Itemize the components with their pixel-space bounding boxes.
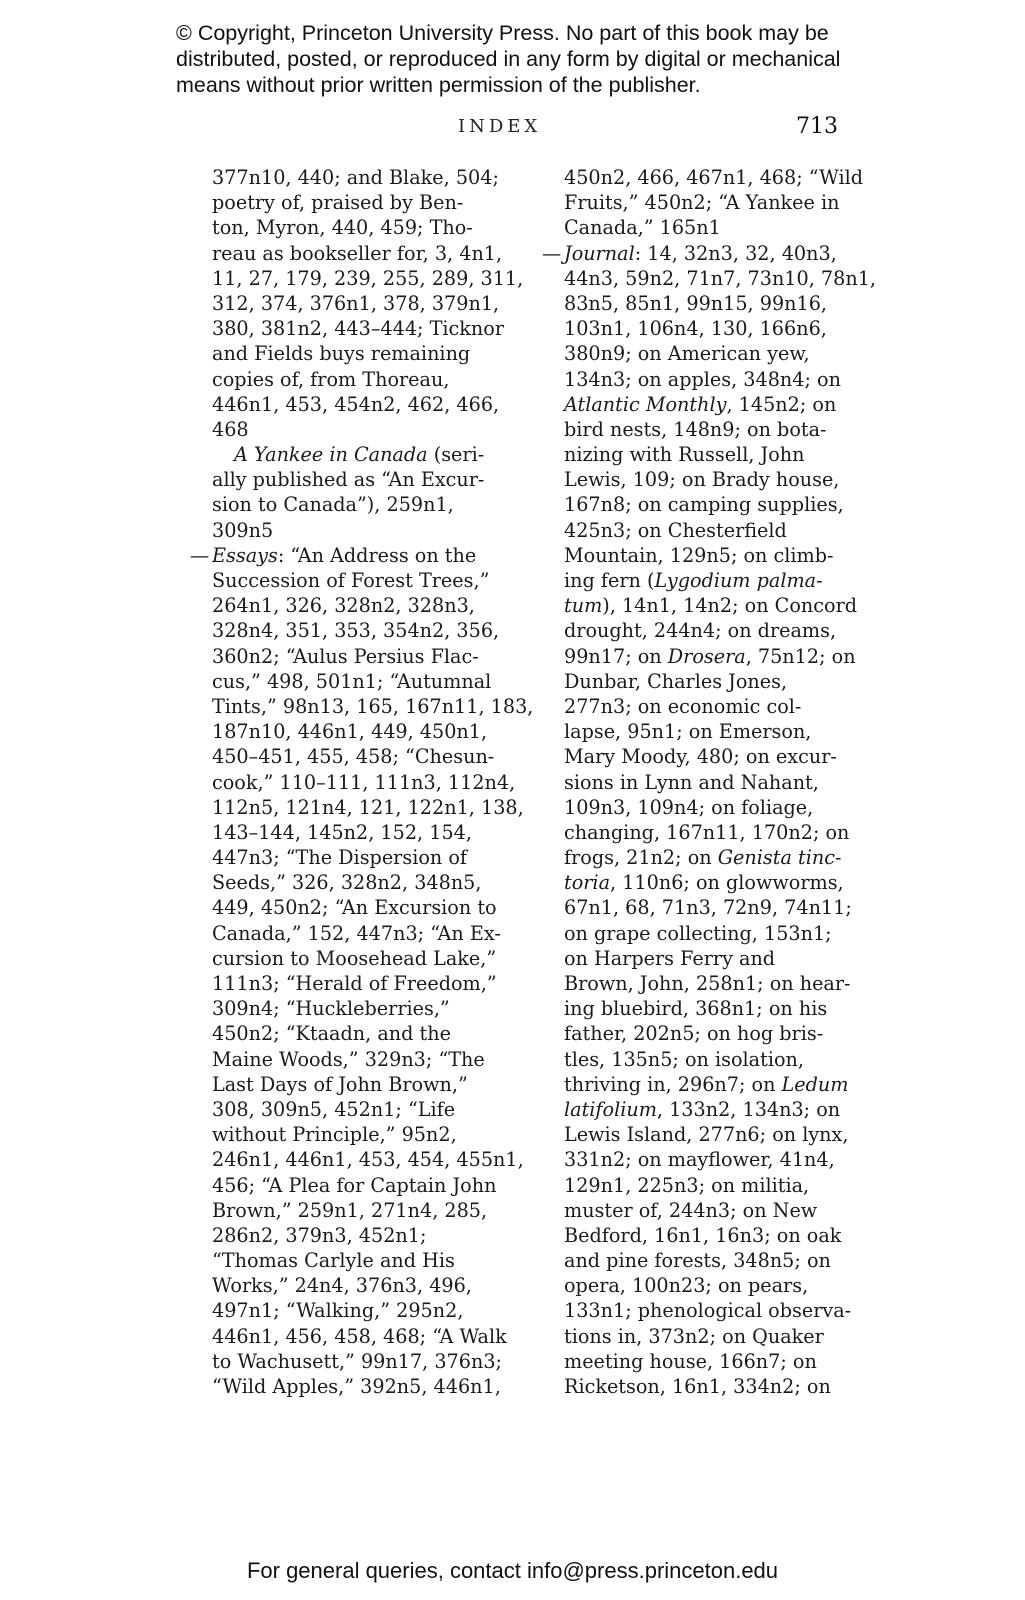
index-line — [212, 870, 533, 895]
entry-text: ing fern ( — [564, 569, 655, 592]
index-line — [212, 593, 533, 618]
entry-text: Last Days of John Brown,” — [212, 1072, 468, 1096]
entry-text: thriving in, 296n7; on — [564, 1072, 782, 1096]
index-line — [564, 1173, 876, 1198]
entry-text: 446n1, 453, 454n2, 462, 466, — [212, 392, 500, 416]
index-line — [564, 1223, 876, 1248]
entry-text: : 14, 32n3, 32, 40n3, — [634, 241, 837, 265]
index-line — [212, 770, 533, 795]
entry-text: (seri- — [427, 443, 485, 467]
index-line — [564, 467, 876, 492]
entry-text: tions in, 373n2; on Quaker — [564, 1324, 824, 1348]
index-line — [564, 1021, 876, 1046]
index-line — [564, 895, 876, 920]
index-line — [212, 341, 533, 366]
index-line — [212, 367, 533, 392]
entry-text: sions in Lynn and Nahant, — [564, 770, 819, 794]
entry-text: tles, 135n5; on isolation, — [564, 1047, 804, 1071]
index-line — [564, 543, 876, 568]
entry-text: sion to Canada”), 259n1, — [212, 493, 454, 517]
entry-text: 246n1, 446n1, 453, 454, 455n1, — [212, 1148, 524, 1172]
index-line — [212, 1374, 533, 1399]
index-line — [212, 392, 533, 417]
entry-text: 103n1, 106n4, 130, 166n6, — [564, 317, 827, 341]
subentry-dash: — — [190, 543, 210, 567]
entry-text: , 110n6; on glowworms, — [610, 871, 844, 895]
entry-text: drought, 244n4; on dreams, — [564, 619, 837, 643]
index-line — [212, 744, 533, 769]
index-line — [564, 1248, 876, 1273]
entry-text: 143–144, 145n2, 152, 154, — [212, 820, 472, 844]
index-line — [212, 492, 533, 517]
entry-text: opera, 100n23; on pears, — [564, 1274, 809, 1298]
index-line — [212, 820, 533, 845]
index-line — [564, 1349, 876, 1374]
italic-title: Genista tinc- — [717, 846, 842, 870]
copyright-line: distributed, posted, or reproduced in any form by digital or mechanical — [176, 47, 841, 71]
entry-text: Mary Moody, 480; on excur- — [564, 745, 837, 769]
entry-text: 167n8; on camping supplies, — [564, 493, 844, 517]
entry-text: and pine forests, 348n5; on — [564, 1249, 831, 1273]
entry-text: ally published as “An Excur- — [212, 468, 485, 492]
entry-text: to Wachusett,” 99n17, 376n3; — [212, 1349, 502, 1373]
index-line — [212, 165, 533, 190]
index-line — [212, 1273, 533, 1298]
index-line — [564, 1097, 876, 1122]
index-line — [212, 316, 533, 341]
entry-text: cook,” 110–111, 111n3, 112n4, — [212, 770, 516, 794]
entry-text: reau as bookseller for, 3, 4n1, — [212, 241, 503, 265]
entry-text: 450n2; “Ktaadn, and the — [212, 1022, 451, 1046]
entry-text: Lewis, 109; on Brady house, — [564, 468, 840, 492]
section-title: INDEX — [458, 116, 542, 137]
index-line — [564, 215, 876, 240]
entry-text: cus,” 498, 501n1; “Autumnal — [212, 669, 492, 693]
entry-text: 133n1; phenological observa- — [564, 1299, 852, 1323]
index-column-left — [190, 165, 534, 1399]
index-line — [564, 1298, 876, 1323]
index-line — [564, 820, 876, 845]
entry-text: 187n10, 446n1, 449, 450n1, — [212, 720, 488, 744]
entry-text: Seeds,” 326, 328n2, 348n5, — [212, 871, 482, 895]
index-line — [564, 593, 876, 618]
index-line — [212, 518, 533, 543]
entry-text: 449, 450n2; “An Excursion to — [212, 896, 497, 920]
index-line — [564, 694, 876, 719]
index-line — [212, 845, 533, 870]
index-line — [212, 291, 533, 316]
entry-text: Ricketson, 16n1, 334n2; on — [564, 1375, 831, 1398]
index-line — [212, 719, 533, 744]
entry-text: 111n3; “Herald of Freedom,” — [212, 972, 497, 995]
entry-text: , 145n2; on — [726, 392, 837, 416]
entry-text: 44n3, 59n2, 71n7, 73n10, 78n1, — [564, 266, 877, 290]
entry-text: 83n5, 85n1, 99n15, 99n16, — [564, 291, 828, 315]
entry-text: 11, 27, 179, 239, 255, 289, 311, — [212, 266, 524, 290]
index-line — [564, 492, 876, 517]
italic-title: latifolium — [564, 1097, 657, 1121]
index-line — [564, 669, 876, 694]
index-line — [564, 1374, 876, 1399]
footer-contact: For general queries, contact info@press.princeton.edu — [246, 1558, 779, 1583]
entry-text: 309n5 — [212, 518, 274, 542]
entry-text: Canada,” 152, 447n3; “An Ex- — [212, 921, 501, 945]
index-line — [212, 442, 533, 467]
entry-text: Maine Woods,” 329n3; “The — [212, 1047, 485, 1071]
index-line — [564, 1324, 876, 1349]
index-line — [564, 1147, 876, 1172]
entry-text: Canada,” 165n1 — [564, 216, 721, 240]
copyright-line: means without prior written permission of the publisher. — [176, 73, 701, 97]
index-line — [564, 1047, 876, 1072]
index-line — [212, 266, 533, 291]
entry-text: Tints,” 98n13, 165, 167n11, 183, — [212, 694, 534, 718]
index-line — [212, 795, 533, 820]
entry-text: 109n3, 109n4; on foliage, — [564, 795, 814, 819]
index-line — [564, 770, 876, 795]
index-line — [564, 946, 876, 971]
italic-title: tum — [564, 594, 603, 618]
entry-text: on Harpers Ferry and — [564, 946, 776, 970]
index-line — [212, 644, 533, 669]
entry-text: Brown, John, 258n1; on hear- — [564, 972, 851, 995]
entry-text: 447n3; “The Dispersion of — [212, 846, 467, 870]
index-line — [564, 417, 876, 442]
italic-title: A Yankee in Canada — [234, 443, 428, 467]
index-line — [564, 719, 876, 744]
index-line — [212, 417, 533, 442]
entry-text: 425n3; on Chesterfield — [564, 518, 787, 542]
entry-text: 312, 374, 376n1, 378, 379n1, — [212, 291, 500, 315]
entry-text: lapse, 95n1; on Emerson, — [564, 720, 812, 744]
index-line — [564, 392, 876, 417]
entry-text: 497n1; “Walking,” 295n2, — [212, 1299, 464, 1323]
entry-text: 331n2; on mayflower, 41n4, — [564, 1148, 835, 1172]
index-line — [564, 518, 876, 543]
index-line — [212, 1021, 533, 1046]
index-line — [564, 644, 876, 669]
index-line — [212, 996, 533, 1021]
index-line — [564, 1072, 876, 1097]
entry-text: 377n10, 440; and Blake, 504; — [212, 166, 499, 189]
entry-text: “Wild Apples,” 392n5, 446n1, — [212, 1375, 501, 1398]
index-line — [212, 618, 533, 643]
index-line — [212, 241, 533, 266]
entry-text: , 133n2, 134n3; on — [656, 1097, 841, 1121]
index-line — [212, 215, 533, 240]
index-column-right — [542, 165, 877, 1399]
entry-text: Mountain, 129n5; on climb- — [564, 543, 834, 567]
entry-text: nizing with Russell, John — [564, 443, 805, 467]
index-line — [212, 1173, 533, 1198]
index-line — [190, 543, 533, 568]
index-line — [564, 190, 876, 215]
index-line — [564, 845, 876, 870]
index-line — [212, 946, 533, 971]
entry-text: cursion to Moosehead Lake,” — [212, 946, 497, 970]
index-line — [564, 291, 876, 316]
italic-title: Lygodium palma- — [654, 569, 823, 592]
index-line — [564, 870, 876, 895]
italic-title: Atlantic Monthly — [564, 392, 727, 416]
entry-text: copies of, from Thoreau, — [212, 367, 450, 391]
index-line — [564, 1122, 876, 1147]
entry-text: 277n3; on economic col- — [564, 694, 802, 718]
entry-text: bird nests, 148n9; on bota- — [564, 417, 827, 441]
index-line — [212, 1324, 533, 1349]
entry-text: 99n17; on — [564, 644, 668, 668]
index-line — [212, 1097, 533, 1122]
entry-text: ), 14n1, 14n2; on Concord — [602, 594, 858, 618]
italic-title: Essays — [212, 543, 278, 567]
entry-text: 286n2, 379n3, 452n1; — [212, 1223, 427, 1247]
entry-text: 308, 309n5, 452n1; “Life — [212, 1097, 456, 1121]
italic-title: Journal — [564, 241, 635, 265]
page-number: 713 — [796, 114, 838, 139]
entry-text: 456; “A Plea for Captain John — [212, 1173, 497, 1197]
entry-text: meeting house, 166n7; on — [564, 1349, 817, 1373]
index-line — [564, 341, 876, 366]
index-line — [212, 1122, 533, 1147]
index-line — [212, 1147, 533, 1172]
index-line — [564, 996, 876, 1021]
index-line — [212, 1298, 533, 1323]
index-line — [564, 921, 876, 946]
index-line — [564, 1198, 876, 1223]
entry-text: Works,” 24n4, 376n3, 496, — [212, 1274, 472, 1298]
index-line — [212, 895, 533, 920]
index-line — [564, 744, 876, 769]
entry-text: 129n1, 225n3; on militia, — [564, 1173, 810, 1197]
entry-text: : “An Address on the — [277, 543, 477, 567]
entry-text: Succession of Forest Trees,” — [212, 569, 490, 592]
entry-text: without Principle,” 95n2, — [212, 1123, 457, 1147]
entry-text: 134n3; on apples, 348n4; on — [564, 367, 841, 391]
entry-text: Bedford, 16n1, 16n3; on oak — [564, 1223, 842, 1247]
entry-text: on grape collecting, 153n1; — [564, 921, 832, 945]
entry-text: Dunbar, Charles Jones, — [564, 669, 788, 693]
index-line — [212, 921, 533, 946]
entry-text: Brown,” 259n1, 271n4, 285, — [212, 1198, 488, 1222]
entry-text: Lewis Island, 277n6; on lynx, — [564, 1123, 849, 1147]
index-line — [212, 971, 533, 996]
copyright-notice — [176, 20, 876, 98]
index-line — [564, 795, 876, 820]
index-line — [212, 669, 533, 694]
entry-text: muster of, 244n3; on New — [564, 1198, 818, 1222]
index-line — [564, 442, 876, 467]
index-line — [212, 1047, 533, 1072]
index-line — [212, 467, 533, 492]
index-line — [212, 190, 533, 215]
index-line — [212, 1349, 533, 1374]
entry-text: 450n2, 466, 467n1, 468; “Wild — [564, 166, 864, 189]
entry-text: 264n1, 326, 328n2, 328n3, — [212, 594, 475, 618]
copyright-line: © Copyright, Princeton University Press. No part of this book may be — [176, 21, 829, 45]
entry-text: , 75n12; on — [745, 644, 856, 668]
index-line — [564, 971, 876, 996]
entry-text: 67n1, 68, 71n3, 72n9, 74n11; — [564, 896, 852, 920]
index-line — [542, 241, 876, 266]
entry-text: 446n1, 456, 458, 468; “A Walk — [212, 1324, 507, 1348]
entry-text: 360n2; “Aulus Persius Flac- — [212, 644, 479, 668]
entry-text: ing bluebird, 368n1; on his — [564, 997, 828, 1021]
entry-text: and Fields buys remaining — [212, 342, 471, 366]
entry-text: changing, 167n11, 170n2; on — [564, 820, 850, 844]
italic-title: toria — [564, 871, 611, 895]
entry-text: 309n4; “Huckleberries,” — [212, 997, 450, 1021]
index-line — [564, 1273, 876, 1298]
running-head — [0, 114, 1025, 144]
index-line — [212, 568, 533, 593]
entry-text: 450–451, 455, 458; “Chesun- — [212, 745, 495, 769]
index-line — [212, 1248, 533, 1273]
entry-text: frogs, 21n2; on — [564, 846, 718, 870]
entry-text: poetry of, praised by Ben- — [212, 191, 464, 215]
index-line — [212, 1072, 533, 1097]
index-line — [564, 165, 876, 190]
index-line — [564, 568, 876, 593]
index-line — [212, 694, 533, 719]
entry-text: ton, Myron, 440, 459; Tho- — [212, 216, 473, 240]
index-line — [564, 618, 876, 643]
entry-text: 468 — [212, 417, 249, 441]
index-line — [564, 266, 876, 291]
index-line — [564, 316, 876, 341]
italic-title: Ledum — [781, 1072, 849, 1096]
entry-text: 328n4, 351, 353, 354n2, 356, — [212, 619, 500, 643]
entry-text: “Thomas Carlyle and His — [212, 1249, 455, 1273]
entry-text: Fruits,” 450n2; “A Yankee in — [564, 191, 840, 215]
entry-text: 112n5, 121n4, 121, 122n1, 138, — [212, 795, 524, 819]
subentry-dash: — — [542, 241, 562, 265]
entry-text: 380, 381n2, 443–444; Ticknor — [212, 317, 505, 341]
index-line — [212, 1223, 533, 1248]
entry-text: father, 202n5; on hog bris- — [564, 1022, 824, 1046]
index-line — [564, 367, 876, 392]
index-line — [212, 1198, 533, 1223]
italic-title: Drosera — [667, 644, 746, 668]
entry-text: 380n9; on American yew, — [564, 342, 810, 366]
